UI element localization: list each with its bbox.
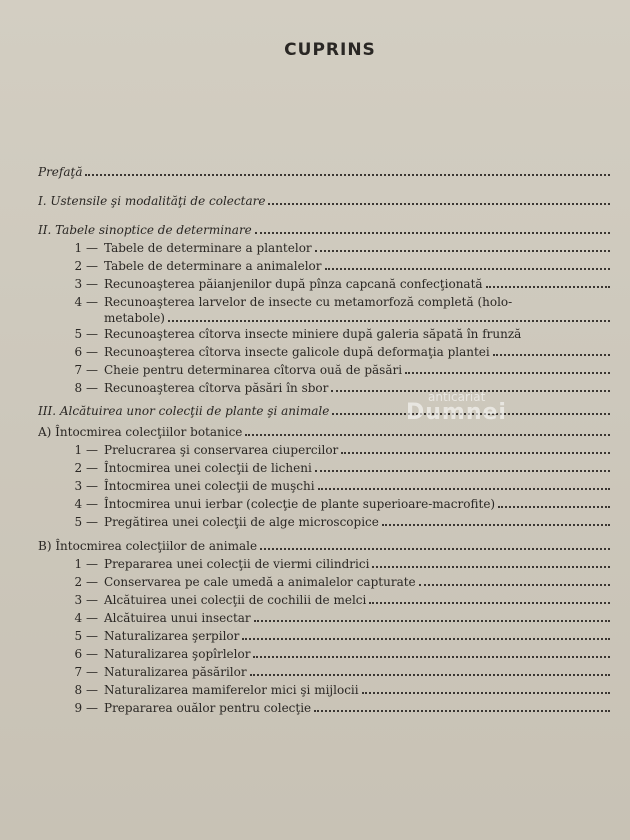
dot-leader bbox=[498, 506, 610, 508]
entry-title: Cheie pentru determinarea cîtorva ouă de păsări bbox=[104, 363, 403, 377]
entry-title: Întocmirea unei colecţii de licheni bbox=[104, 461, 312, 475]
entry-number: 7 — bbox=[74, 363, 98, 377]
dot-leader bbox=[168, 320, 610, 322]
dot-leader bbox=[315, 470, 610, 472]
toc-entry-b-4 bbox=[72, 610, 610, 626]
dot-leader bbox=[242, 638, 610, 640]
entry-title: Recunoaşterea larvelor de insecte cu metamorfoză completă (holo- bbox=[104, 295, 513, 309]
toc-entry-b-6 bbox=[72, 646, 610, 662]
entry-title-continued: metabole) bbox=[104, 311, 165, 325]
dot-leader bbox=[382, 524, 610, 526]
dot-leader bbox=[268, 203, 610, 205]
toc-entry-a-3 bbox=[72, 478, 610, 494]
dot-leader bbox=[253, 656, 610, 658]
entry-number: 3 — bbox=[74, 277, 98, 291]
dot-leader bbox=[314, 710, 610, 712]
dot-leader bbox=[260, 548, 610, 550]
entry-title: Recunoaşterea cîtorva insecte miniere după galeria săpată în frunză bbox=[104, 327, 522, 341]
toc-entry-b-1 bbox=[72, 556, 610, 572]
dot-leader bbox=[255, 232, 610, 234]
entry-title: Alcătuirea unui insectar bbox=[104, 611, 251, 625]
entry-title: Recunoaşterea păianjenilor după pînza capcană confecţionată bbox=[104, 277, 483, 291]
toc-entry-prefata bbox=[38, 164, 610, 180]
toc-entry-text: II. Tabele sinoptice de determinare bbox=[38, 223, 252, 237]
entry-title: Conservarea pe cale umedă a animalelor capturate bbox=[104, 575, 416, 589]
entry-title: Prelucrarea şi conservarea ciupercilor bbox=[104, 443, 339, 457]
entry-number: 2 — bbox=[74, 575, 98, 589]
entry-number: 4 — bbox=[74, 611, 98, 625]
entry-number: 6 — bbox=[74, 345, 98, 359]
dot-leader bbox=[250, 674, 610, 676]
entry-title: Întocmirea unei colecţii de muşchi bbox=[104, 479, 315, 493]
entry-number: 3 — bbox=[74, 593, 98, 607]
entry-title: Prepararea unei colecţii de viermi cilindrici bbox=[104, 557, 370, 571]
entry-title: Tabele de determinare a animalelor bbox=[104, 259, 322, 273]
entry-number: 7 — bbox=[74, 665, 98, 679]
toc-entry-text: A) Întocmirea colecţiilor botanice bbox=[38, 425, 243, 439]
dot-leader bbox=[325, 268, 610, 270]
dot-leader bbox=[341, 452, 610, 454]
toc-entry-b-7 bbox=[72, 664, 610, 680]
toc-entry-text: I. Ustensile şi modalităţi de colectare bbox=[38, 194, 266, 208]
dot-leader bbox=[85, 174, 610, 176]
toc-entry-2-3 bbox=[72, 276, 610, 292]
entry-number: 1 — bbox=[74, 241, 98, 255]
entry-title: Naturalizarea şopîrlelor bbox=[104, 647, 251, 661]
toc-entry-2-4-cont bbox=[104, 310, 610, 326]
toc-entry-2-1 bbox=[72, 240, 610, 256]
entry-number: 1 — bbox=[74, 443, 98, 457]
toc-entry-2-6 bbox=[72, 344, 610, 360]
dot-leader bbox=[419, 584, 610, 586]
toc-entry-b-3 bbox=[72, 592, 610, 608]
entry-number: 9 — bbox=[74, 701, 98, 715]
dot-leader bbox=[315, 250, 610, 252]
toc-entry-2-7 bbox=[72, 362, 610, 378]
entry-title: Alcătuirea unei colecţii de cochilii de melci bbox=[104, 593, 367, 607]
dot-leader bbox=[369, 602, 610, 604]
entry-number: 2 — bbox=[74, 461, 98, 475]
entry-number: 6 — bbox=[74, 647, 98, 661]
entry-number: 5 — bbox=[74, 515, 98, 529]
toc-entry-b-8 bbox=[72, 682, 610, 698]
watermark-top-text: anticariat bbox=[428, 390, 486, 404]
dot-leader bbox=[245, 434, 610, 436]
entry-number: 4 — bbox=[74, 295, 98, 309]
page-title: CUPRINS bbox=[284, 40, 376, 60]
dot-leader bbox=[486, 286, 610, 288]
entry-number: 8 — bbox=[74, 683, 98, 697]
toc-entry-text: Prefaţă bbox=[38, 165, 83, 179]
watermark bbox=[406, 390, 566, 434]
toc-entry-b-5 bbox=[72, 628, 610, 644]
entry-title: Naturalizarea mamiferelor mici şi mijlocii bbox=[104, 683, 359, 697]
entry-number: 3 — bbox=[74, 479, 98, 493]
dot-leader bbox=[372, 566, 610, 568]
toc-entry-text: III. Alcătuirea unor colecţii de plante şi animale bbox=[38, 404, 330, 418]
toc-entry-text: B) Întocmirea colecţiilor de animale bbox=[38, 539, 258, 553]
toc-entry-a-1 bbox=[72, 442, 610, 458]
toc-entry-b-9 bbox=[72, 700, 610, 716]
dot-leader bbox=[405, 372, 610, 374]
dot-leader bbox=[254, 620, 610, 622]
dot-leader bbox=[362, 692, 610, 694]
dot-leader bbox=[318, 488, 610, 490]
toc-entry-a-4 bbox=[72, 496, 610, 512]
entry-title: Tabele de determinare a plantelor bbox=[104, 241, 312, 255]
watermark-main-text: Dumnei bbox=[406, 400, 507, 425]
entry-number: 4 — bbox=[74, 497, 98, 511]
toc-entry-section-2 bbox=[38, 222, 610, 238]
entry-title: Întocmirea unui ierbar (colecţie de plante superioare-macrofite) bbox=[104, 497, 496, 511]
entry-title: Naturalizarea păsărilor bbox=[104, 665, 247, 679]
toc-entry-a-2 bbox=[72, 460, 610, 476]
toc-entry-2-4 bbox=[72, 294, 610, 310]
entry-title: Recunoaşterea cîtorva insecte galicole după deformaţia plantei bbox=[104, 345, 490, 359]
entry-title: Pregătirea unei colecţii de alge microscopice bbox=[104, 515, 379, 529]
entry-number: 5 — bbox=[74, 629, 98, 643]
toc-entry-2-5 bbox=[72, 326, 610, 342]
toc-entry-2-2 bbox=[72, 258, 610, 274]
toc-entry-a-5 bbox=[72, 514, 610, 530]
entry-number: 5 — bbox=[74, 327, 98, 341]
entry-title: Recunoaşterea cîtorva păsări în sbor bbox=[104, 381, 329, 395]
toc-entry-subsection-b bbox=[38, 538, 610, 554]
entry-number: 8 — bbox=[74, 381, 98, 395]
toc-entry-b-2 bbox=[72, 574, 610, 590]
dot-leader bbox=[493, 354, 610, 356]
entry-number: 2 — bbox=[74, 259, 98, 273]
toc-entry-section-1 bbox=[38, 193, 610, 209]
entry-number: 1 — bbox=[74, 557, 98, 571]
entry-title: Prepararea ouălor pentru colecţie bbox=[104, 701, 312, 715]
entry-title: Naturalizarea şerpilor bbox=[104, 629, 240, 643]
